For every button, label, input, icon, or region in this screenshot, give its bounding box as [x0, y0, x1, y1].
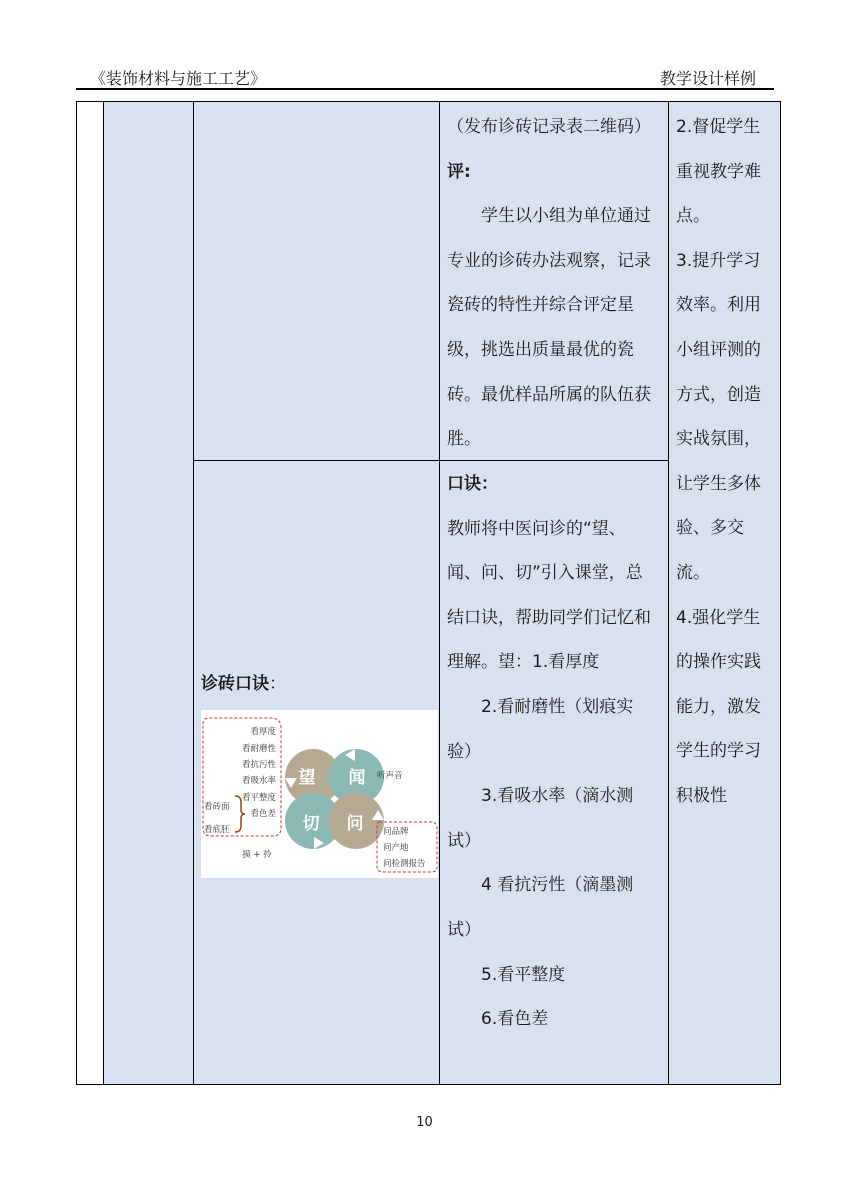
table-border-v1	[103, 101, 104, 1085]
paragraph-line: 学生以小组为单位通过	[481, 206, 651, 227]
left-item: 看吸水率	[241, 776, 276, 786]
left-item: 看耐磨性	[241, 744, 276, 754]
list-item-cont: 验）	[447, 741, 481, 762]
intent-line: 实战氛围，	[676, 429, 761, 450]
page-number: 10	[416, 1115, 433, 1130]
wen2-label: 问	[346, 814, 364, 834]
intent-line: 方式，创造	[676, 384, 761, 405]
paragraph-line: 瓷砖的特性并综合评定星	[447, 295, 634, 316]
mnemonic-heading: 口诀：	[447, 474, 498, 494]
left-group: 看底胚	[204, 825, 230, 835]
mnemonic-title: 诊砖口诀：	[201, 674, 286, 694]
doc-title: 《装饰材料与施工工艺》	[90, 69, 267, 88]
intent-line: 积极性	[676, 785, 727, 806]
evaluation-heading: 评:	[447, 161, 471, 182]
intent-line: 的操作实践	[676, 652, 761, 673]
qie-label: 切	[302, 814, 320, 834]
table-border-v4	[668, 101, 669, 1085]
right-top-label: 听声音	[377, 771, 403, 781]
list-item: 2.看耐磨性（划痕实	[481, 696, 634, 717]
table-border-right	[780, 101, 781, 1085]
paragraph-line: 专业的诊砖办法观察，记录	[447, 250, 651, 271]
left-item: 看厚度	[250, 727, 276, 737]
right-item: 问品牌	[383, 827, 409, 837]
list-item: 4 看抗污性（滴墨测	[481, 875, 634, 896]
wang-label: 望	[298, 768, 316, 788]
diagram-svg	[201, 710, 438, 878]
left-item: 看色差	[250, 809, 276, 819]
paragraph-line: 砖。最优样品所属的队伍获	[447, 384, 651, 405]
row2-activity-text	[447, 462, 665, 1042]
paragraph-line: 胜。	[447, 429, 481, 450]
design-intent-text	[676, 105, 778, 819]
left-group: 看砖面	[204, 802, 230, 812]
list-item-cont: 试）	[447, 919, 481, 940]
intent-line: 2.督促学生	[676, 117, 761, 137]
intent-line: 流。	[676, 562, 710, 583]
list-item-cont: 试）	[447, 830, 481, 851]
intent-line: 点。	[676, 206, 710, 227]
left-item: 看平整度	[241, 793, 276, 803]
intent-line: 验、多交	[676, 518, 744, 539]
bottom-label: 摸 + 拎	[242, 850, 272, 860]
list-item: 6.看色差	[481, 1009, 549, 1030]
intent-line: 重视教学难	[676, 161, 761, 182]
table-col3-cell-row1	[193, 101, 439, 461]
table-border-left	[76, 101, 77, 1085]
intent-line: 能力，激发	[676, 696, 761, 717]
mnemonic-diagram	[201, 710, 438, 878]
header-rule	[76, 88, 774, 90]
row1-activity-text	[447, 105, 665, 462]
wen-label: 闻	[348, 768, 366, 788]
right-item: 问检测报告	[383, 859, 426, 869]
paragraph-line: 结口诀，帮助同学们记忆和	[447, 607, 651, 628]
doc-subtitle: 教学设计样例	[660, 69, 757, 88]
intent-line: 3.提升学习	[676, 250, 761, 271]
table-border-v3	[439, 101, 440, 1085]
paragraph-line: 理解。望：1.看厚度	[447, 652, 600, 673]
intent-line: 4.强化学生	[676, 607, 761, 628]
table-border-bottom	[76, 1084, 781, 1085]
table-border-v2	[193, 101, 194, 1085]
right-item: 问产地	[383, 843, 409, 853]
table-col2-cell	[103, 101, 193, 1085]
paragraph-line: 级，挑选出质量最优的瓷	[447, 339, 634, 360]
intent-line: 效率。利用	[676, 295, 761, 316]
intent-line: 让学生多体	[676, 473, 761, 494]
table-border-top	[76, 101, 781, 102]
list-item: 5.看平整度	[481, 964, 566, 985]
list-item: 3.看吸水率（滴水测	[481, 786, 634, 807]
paragraph-line: 教师将中医问诊的“望、	[447, 518, 626, 539]
intent-line: 学生的学习	[676, 741, 761, 762]
paragraph-line: 闻、问、切”引入课堂，总	[447, 563, 643, 584]
left-item: 看抗污性	[241, 760, 276, 770]
qr-note: （发布诊砖记录表二维码）	[447, 117, 651, 137]
intent-line: 小组评测的	[676, 339, 761, 360]
